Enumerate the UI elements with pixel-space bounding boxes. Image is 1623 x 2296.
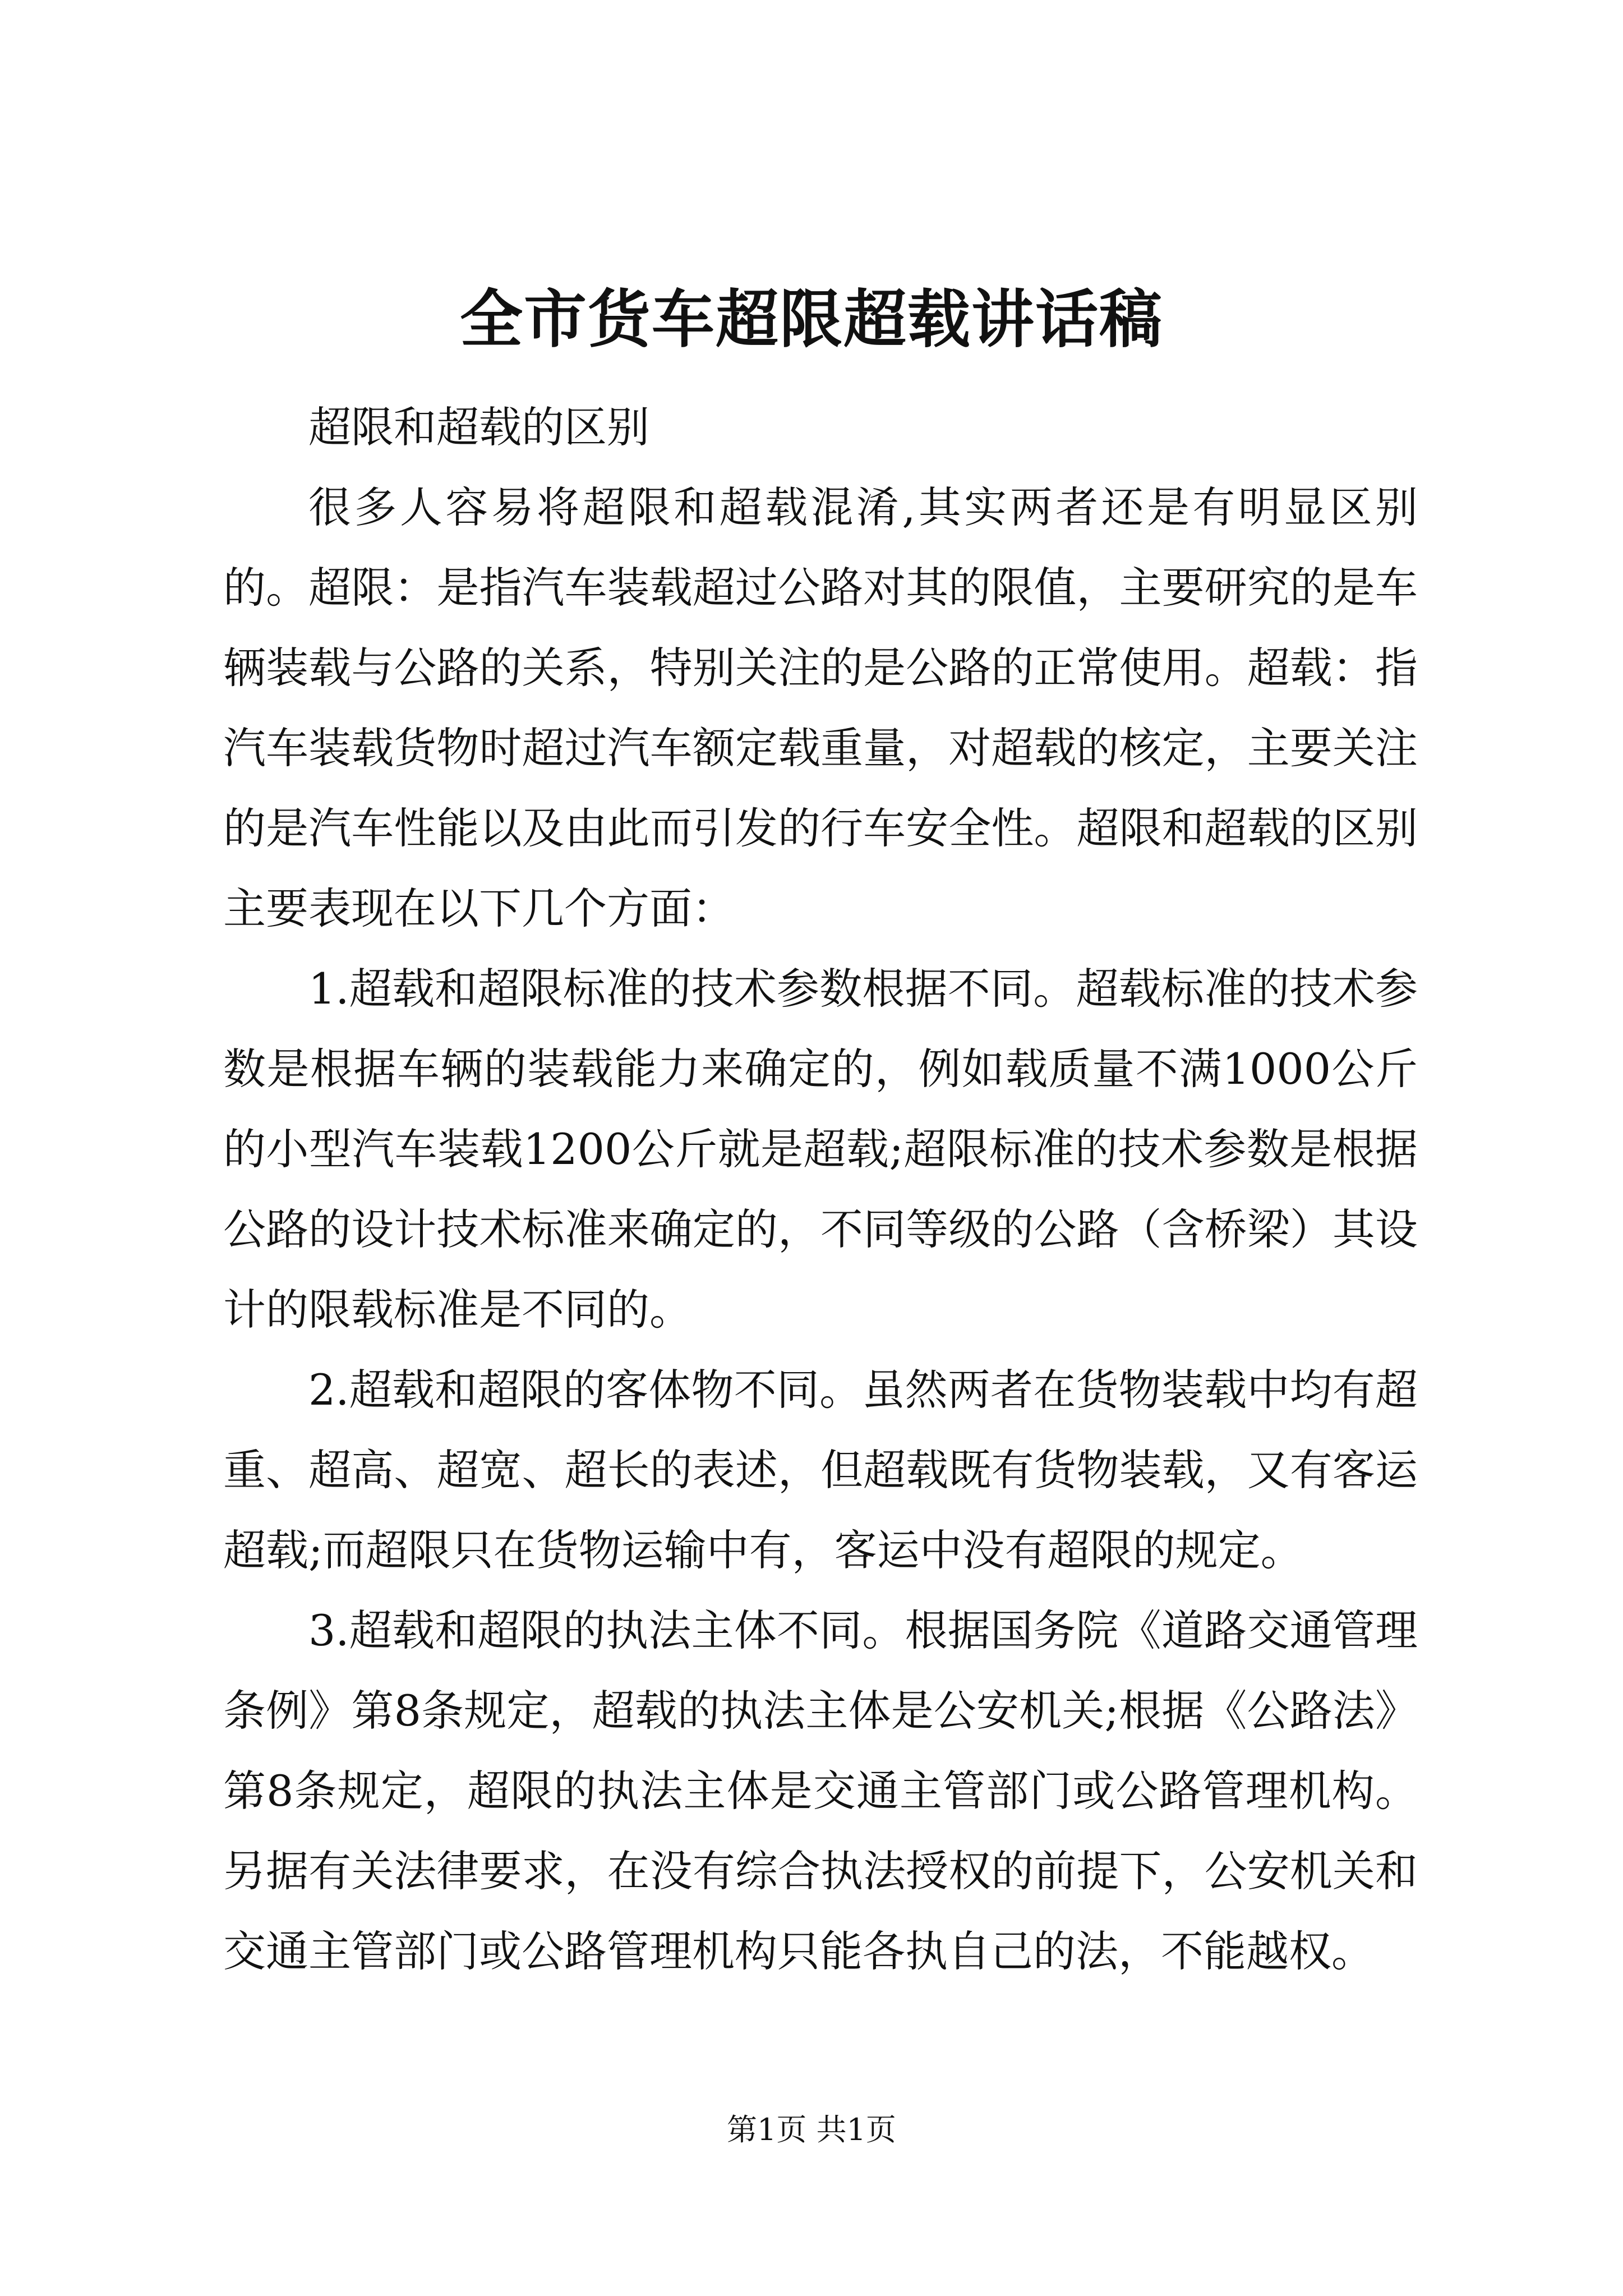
document-body bbox=[223, 387, 1418, 1991]
body-paragraph: 2.超载和超限的客体物不同。虽然两者在货物装载中均有超重、超高、超宽、超长的表述，但超载既有货物装载，又有客运超载;而超限只在货物运输中有，客运中没有超限的规定。 bbox=[223, 1365, 1418, 1575]
section-heading: 超限和超载的区别 bbox=[308, 402, 649, 452]
body-paragraph: 3.超载和超限的执法主体不同。根据国务院《道路交通管理条例》第8条规定，超载的执法主体是公安机关;根据《公路法》第8条规定，超限的执法主体是交通主管部门或公路管理机构。另据有关法律要求，在没有综合执法授权的前提下，公安机关和交通主管部门或公路管理机构只能各执自己的法，不能越权。 bbox=[223, 1605, 1418, 1976]
body-paragraph: 很多人容易将超限和超载混淆,其实两者还是有明显区别的。超限：是指汽车装载超过公路对其的限值，主要研究的是车辆装载与公路的关系，特别关注的是公路的正常使用。超载：指汽车装载货物时超过汽车额定载重量，对超载的核定，主要关注的是汽车性能以及由此而引发的行车安全性。超限和超载的区别主要表现在以下几个方面： bbox=[223, 482, 1418, 933]
body-paragraph: 1.超载和超限标准的技术参数根据不同。超载标准的技术参数是根据车辆的装载能力来确定的，例如载质量不满1000公斤的小型汽车装载1200公斤就是超载;超限标准的技术参数是根据公路的设计技术标准来确定的，不同等级的公路（含桥梁）其设计的限载标准是不同的。 bbox=[223, 964, 1418, 1335]
page-number-footer: 第1页 共1页 bbox=[727, 2112, 896, 2147]
document-title: 全市货车超限超载讲话稿 bbox=[460, 283, 1163, 356]
